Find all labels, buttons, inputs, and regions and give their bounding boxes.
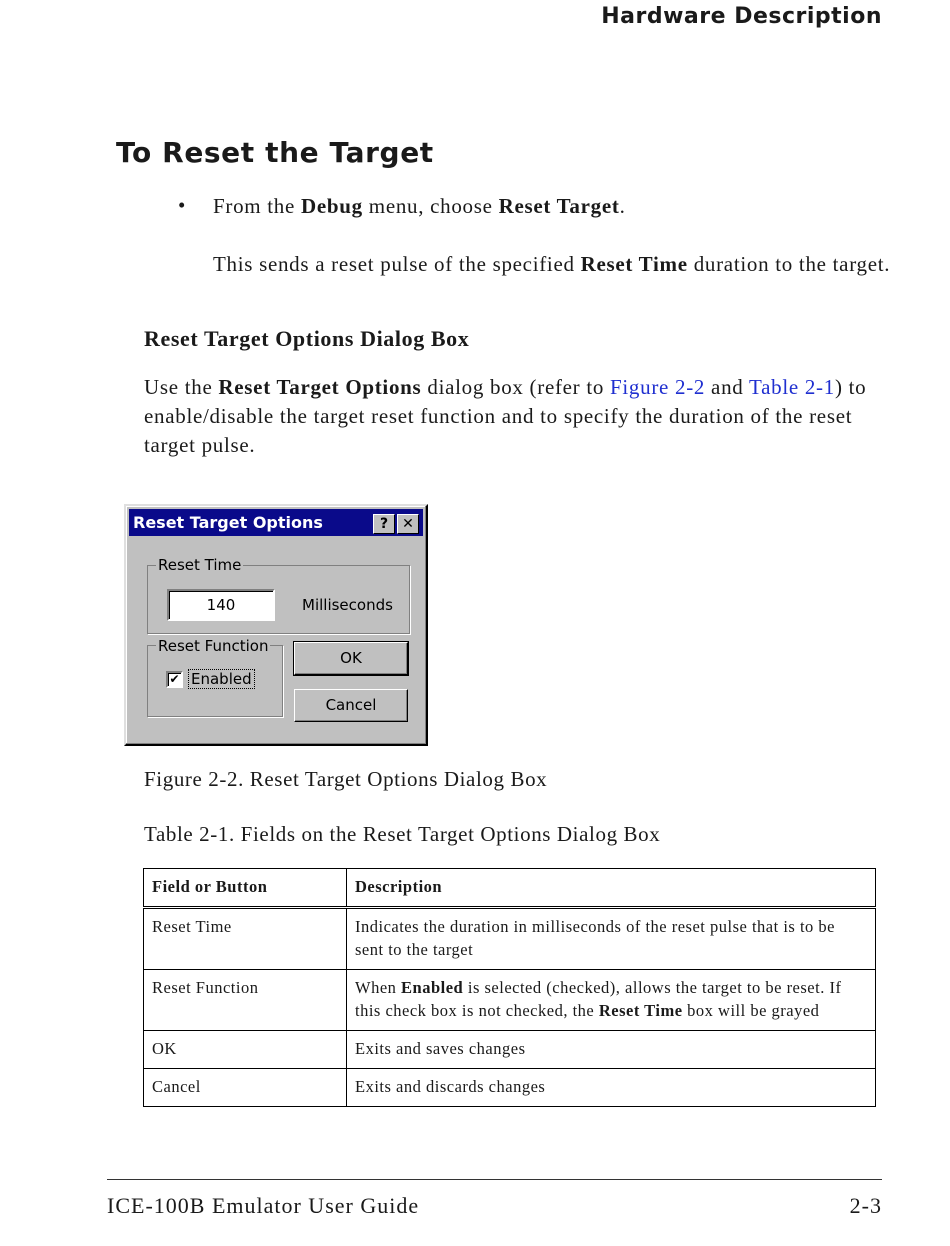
ok-button[interactable]: OK [294, 642, 408, 675]
desc-suffix: box will be grayed [682, 1001, 820, 1020]
subheading: Reset Target Options Dialog Box [144, 326, 470, 351]
enabled-checkbox[interactable] [166, 671, 183, 688]
para2-suffix: ) to enable/disable the target reset function and to specify the duration of the reset target pulse. [144, 375, 867, 457]
table-cell-field: OK [144, 1031, 347, 1069]
fields-table [143, 868, 876, 1107]
help-icon: ? [379, 516, 389, 532]
table-cell-description: Exits and discards changes [347, 1069, 876, 1107]
table-cell-description [347, 970, 876, 1031]
reset-time-group-label: Reset Time [158, 556, 242, 574]
running-head: Hardware Description [601, 4, 882, 29]
column-header-description: Description [347, 869, 876, 908]
para2-prefix: Use the [144, 375, 219, 399]
bullet-marker: • [178, 193, 186, 217]
table-row [144, 1031, 876, 1069]
dialog-title: Reset Target Options [133, 513, 323, 532]
table-cell-description: Indicates the duration in milliseconds of the reset pulse that is to be sent to the target [347, 908, 876, 970]
reset-function-group-label: Reset Function [158, 637, 269, 655]
para2-and: and [705, 375, 750, 399]
table-row [144, 970, 876, 1031]
reset-time-input[interactable]: 140 [167, 589, 275, 621]
figure-2-2-link[interactable]: Figure 2-2 [610, 375, 706, 399]
bullet-suffix: . [619, 194, 626, 218]
desc-prefix: When [355, 978, 402, 997]
bullet-instruction [213, 192, 626, 221]
para1-suffix: duration to the target. [687, 252, 891, 276]
table-row [144, 908, 876, 970]
bullet-middle: menu, choose [362, 194, 499, 218]
checkmark-icon: ✔ [169, 672, 180, 686]
reset-pulse-paragraph [213, 250, 893, 279]
table-row [144, 1069, 876, 1107]
table-caption: Table 2-1. Fields on the Reset Target Options Dialog Box [144, 822, 661, 846]
help-button[interactable] [373, 514, 395, 534]
page-number: 2-3 [849, 1193, 882, 1218]
section-title: To Reset the Target [116, 136, 434, 169]
para2-middle: dialog box (refer to [421, 375, 611, 399]
footer-title: ICE-100B Emulator User Guide [107, 1193, 420, 1218]
figure-caption: Figure 2-2. Reset Target Options Dialog Box [144, 767, 548, 791]
table-cell-field: Cancel [144, 1069, 347, 1107]
cancel-button[interactable]: Cancel [294, 689, 408, 722]
column-header-field: Field or Button [144, 869, 347, 908]
table-header-row [144, 869, 876, 908]
reset-target-options-term: Reset Target Options [218, 375, 422, 399]
reset-target-command-term: Reset Target [498, 194, 620, 218]
close-icon: ✕ [402, 516, 414, 532]
close-button[interactable] [397, 514, 419, 534]
reset-time-term: Reset Time [580, 252, 688, 276]
dialog-titlebar [129, 509, 423, 536]
reset-target-options-dialog [124, 504, 428, 746]
table-cell-field: Reset Time [144, 908, 347, 970]
table-2-1-link[interactable]: Table 2-1 [749, 375, 835, 399]
table-cell-description: Exits and saves changes [347, 1031, 876, 1069]
table-cell-field: Reset Function [144, 970, 347, 1031]
enabled-term: Enabled [401, 978, 464, 997]
debug-menu-term: Debug [300, 194, 363, 218]
enabled-label[interactable]: Enabled [188, 669, 255, 689]
bullet-prefix: From the [213, 194, 301, 218]
para1-prefix: This sends a reset pulse of the specified [213, 252, 581, 276]
reset-time-term: Reset Time [598, 1001, 683, 1020]
footer-rule [107, 1179, 882, 1180]
dialog-intro-paragraph [144, 373, 884, 460]
milliseconds-label: Milliseconds [302, 596, 393, 614]
desc-middle: is selected (checked), allows the target to be reset. If this check box is not checked, the [355, 978, 842, 1020]
